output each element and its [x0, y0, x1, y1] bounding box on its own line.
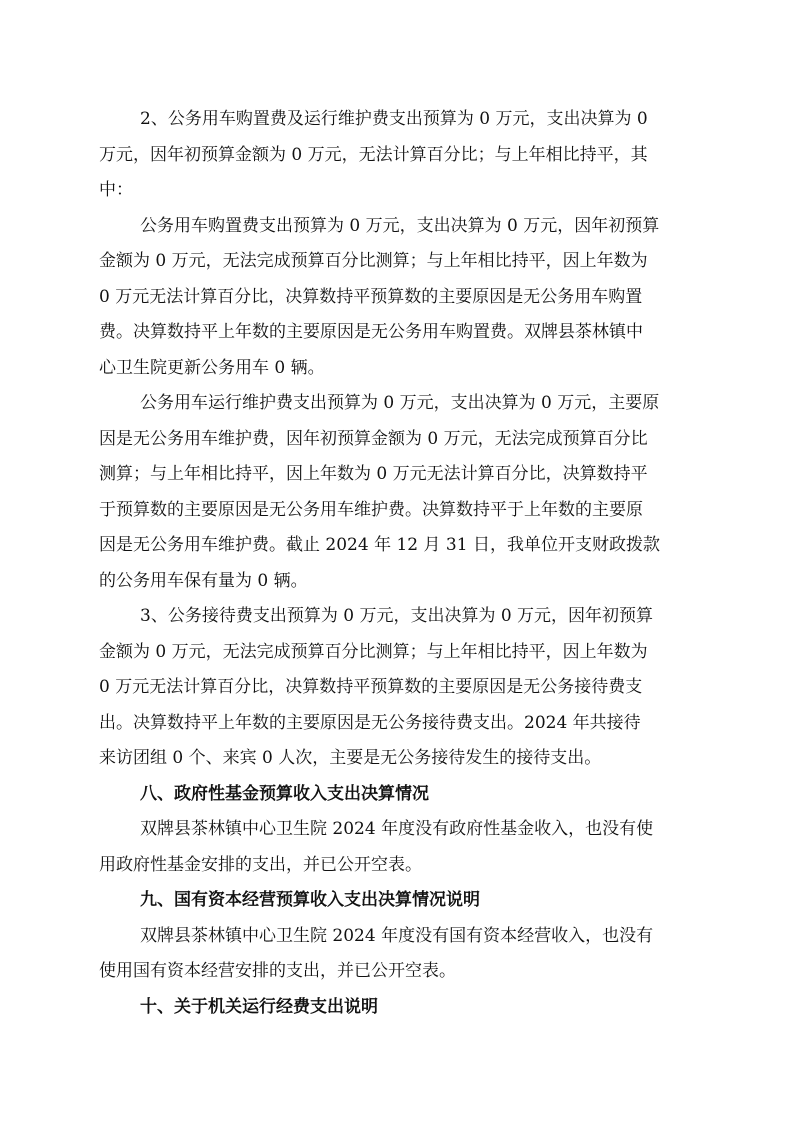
paragraph-line: 因是无公务用车维护费，因年初预算金额为 0 万元，无法完成预算百分比: [99, 429, 648, 449]
paragraph-line: 费。决算数持平上年数的主要原因是无公务用车购置费。双牌县茶林镇中: [99, 322, 643, 342]
paragraph-line: 金额为 0 万元，无法完成预算百分比测算；与上年相比持平，因上年数为: [99, 642, 648, 662]
paragraph-line: 于预算数的主要原因是无公务用车维护费。决算数持平于上年数的主要原: [99, 500, 643, 520]
paragraph-line: 中：: [99, 180, 133, 200]
paragraph-line: 出。决算数持平上年数的主要原因是无公务接待费支出。2024 年共接待: [99, 713, 641, 733]
paragraph-line: 因是无公务用车维护费。截止 2024 年 12 月 31 日，我单位开支财政拨款: [99, 535, 660, 555]
paragraph-line: 金额为 0 万元，无法完成预算百分比测算；与上年相比持平，因上年数为: [99, 251, 648, 271]
paragraph-line: 0 万元无法计算百分比，决算数持平预算数的主要原因是无公务接待费支: [99, 677, 643, 697]
paragraph-line: 公务用车购置费支出预算为 0 万元，支出决算为 0 万元，因年初预算: [140, 216, 660, 236]
section-heading: 九、国有资本经营预算收入支出决算情况说明: [140, 890, 480, 910]
paragraph-line: 双牌县茶林镇中心卫生院 2024 年度没有国有资本经营收入，也没有: [140, 926, 654, 946]
paragraph-line: 0 万元无法计算百分比，决算数持平预算数的主要原因是无公务用车购置: [99, 287, 643, 307]
paragraph-line: 的公务用车保有量为 0 辆。: [99, 571, 308, 591]
paragraph-line: 用政府性基金安排的支出，并已公开空表。: [99, 855, 422, 875]
paragraph-line: 来访团组 0 个、来宾 0 人次，主要是无公务接待发生的接待支出。: [99, 748, 602, 768]
paragraph-line: 2、公务用车购置费及运行维护费支出预算为 0 万元，支出决算为 0: [140, 109, 648, 129]
section-heading: 八、政府性基金预算收入支出决算情况: [140, 784, 429, 804]
paragraph-line: 使用国有资本经营安排的支出，并已公开空表。: [99, 961, 456, 981]
paragraph-line: 测算；与上年相比持平，因上年数为 0 万元无法计算百分比，决算数持平: [99, 464, 648, 484]
paragraph-line: 双牌县茶林镇中心卫生院 2024 年度没有政府性基金收入，也没有使: [140, 819, 654, 839]
paragraph-line: 万元，因年初预算金额为 0 万元，无法计算百分比；与上年相比持平，其: [99, 145, 648, 165]
paragraph-line: 心卫生院更新公务用车 0 辆。: [99, 358, 325, 378]
paragraph-line: 公务用车运行维护费支出预算为 0 万元，支出决算为 0 万元，主要原: [140, 393, 660, 413]
section-heading: 十、关于机关运行经费支出说明: [140, 997, 378, 1017]
paragraph-line: 3、公务接待费支出预算为 0 万元，支出决算为 0 万元，因年初预算: [140, 606, 654, 626]
